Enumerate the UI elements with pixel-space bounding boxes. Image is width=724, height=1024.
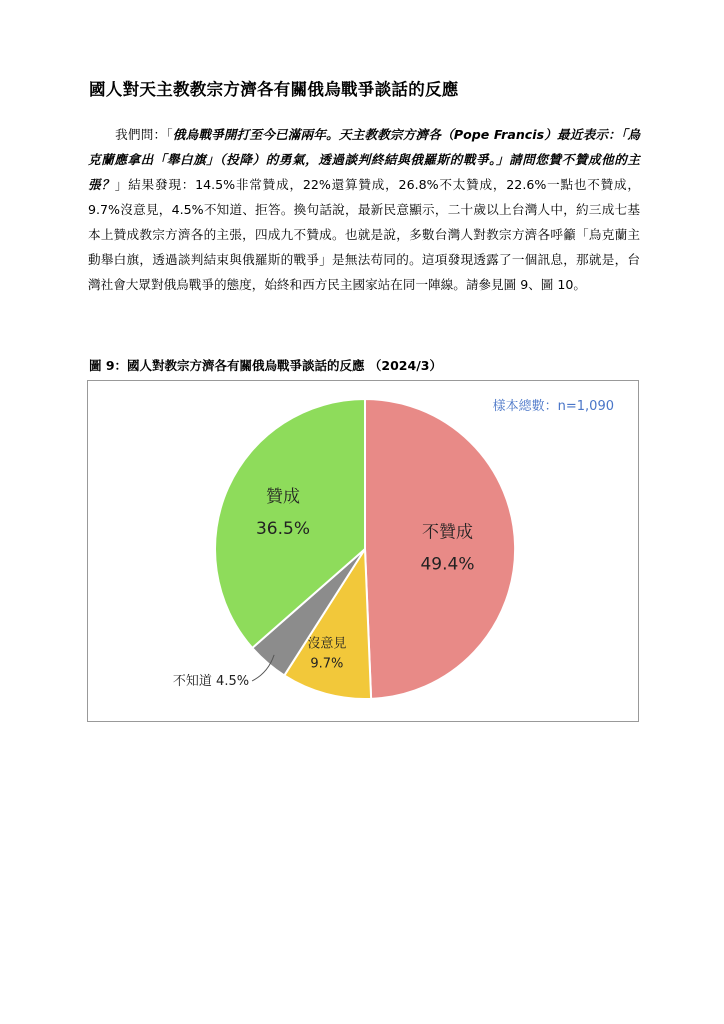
paragraph-lead: 我們問：「 [115, 127, 173, 142]
slice-label-3: 不知道 4.5% [172, 673, 250, 689]
survey-question-name: Pope Francis [453, 127, 545, 142]
survey-question-part-2: ）最近表示：「烏克蘭應拿出「舉白旗」（投降）的勇氣，透過談判終結與俄羅斯的戰爭。」請問您贊不贊成他的主張？ [88, 127, 641, 192]
slice-label-2: 沒意見 [307, 636, 347, 652]
slice-label-4: 贊成 [266, 486, 300, 507]
slice-value-label-1: 49.4% [420, 554, 475, 575]
paragraph-findings: 」結果發現：14.5%非常贊成，22%還算贊成，26.8%不太贊成，22.6%一點也不贊成，9.7%沒意見，4.5%不知道、拒答。換句話說，最新民意顯示，二十歲以上台灣人中，約三成七基本上贊成教宗方濟各的主張，四成九不贊成。也就是說，多數台灣人對教宗方濟各呼籲「烏克蘭主動舉白旗，透過談判結束與俄羅斯的戰爭」是無法苟同的。這項發現透露了一個訊息，那就是，台灣社會大眾對俄烏戰爭的態度，始終和西方民主國家站在同一陣線。請參見圖 9、圖 10。 [88, 177, 641, 292]
body-paragraph [88, 122, 640, 297]
sample-size-note: 樣本總數：n=1,090 [492, 399, 614, 414]
pie-chart [88, 381, 640, 723]
slice-label-1: 不贊成 [422, 522, 473, 543]
chart-frame [87, 380, 639, 722]
survey-question-part-1: 俄烏戰爭開打至今已滿兩年。天主教教宗方濟各（ [172, 127, 454, 142]
figure-caption: 圖 9：國人對教宗方濟各有關俄烏戰爭談話的反應 （2024/3） [89, 358, 442, 373]
slice-value-label-2: 9.7% [310, 656, 344, 672]
page-title: 國人對天主教教宗方濟各有關俄烏戰爭談話的反應 [89, 80, 459, 99]
pie-slice-1 [365, 399, 515, 699]
slice-value-label-4: 36.5% [255, 518, 311, 539]
